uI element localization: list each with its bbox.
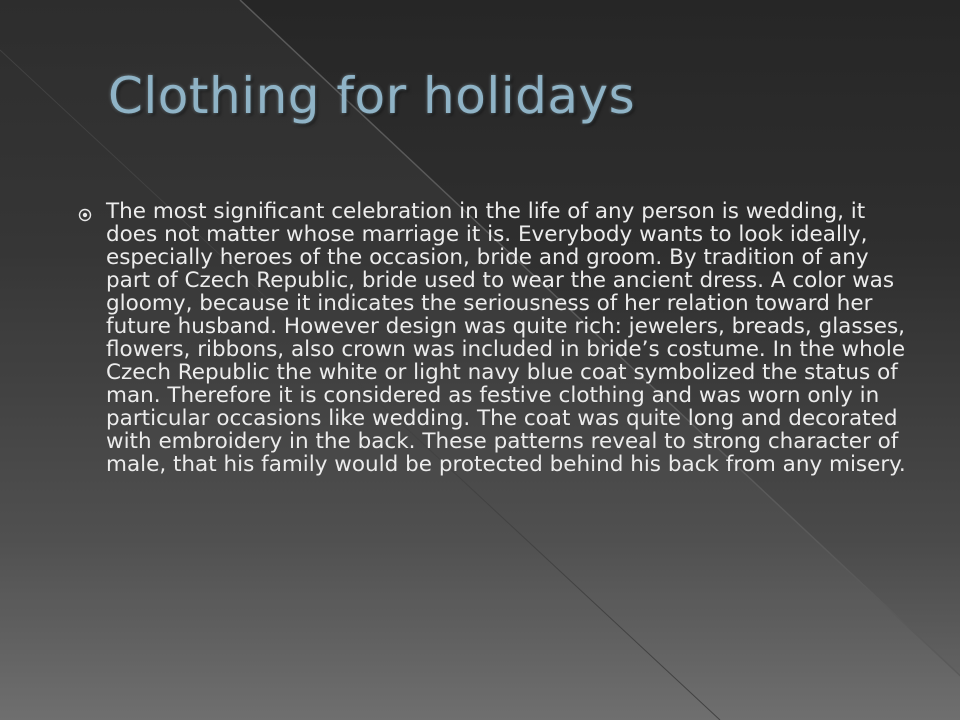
slide-content <box>78 200 918 476</box>
circled-dot-bullet-icon <box>78 208 92 222</box>
slide-title: Clothing for holidays <box>108 67 636 125</box>
bullet-item <box>78 200 918 476</box>
bullet-text: The most significant celebration in the life of any person is wedding, it does not matter whose marriage it is. Everybody wants to look ideally, especially heroes of the occasion, bride and groom. By tradition of any part of Czech Republic, bride used to wear the ancient dress. A color was gloomy, because it indicates the seriousness of her relation toward her future husband. However design was quite rich: jewelers, breads, glasses, flowers, ribbons, also crown was included in bride’s costume. In the whole Czech Republic the white or light navy blue coat symbolized the status of man. Therefore it is considered as festive clothing and was worn only in particular occasions like wedding. The coat was quite long and decorated with embroidery in the back. These patterns reveal to strong character of male, that his family would be protected behind his back from any misery. <box>106 199 906 477</box>
